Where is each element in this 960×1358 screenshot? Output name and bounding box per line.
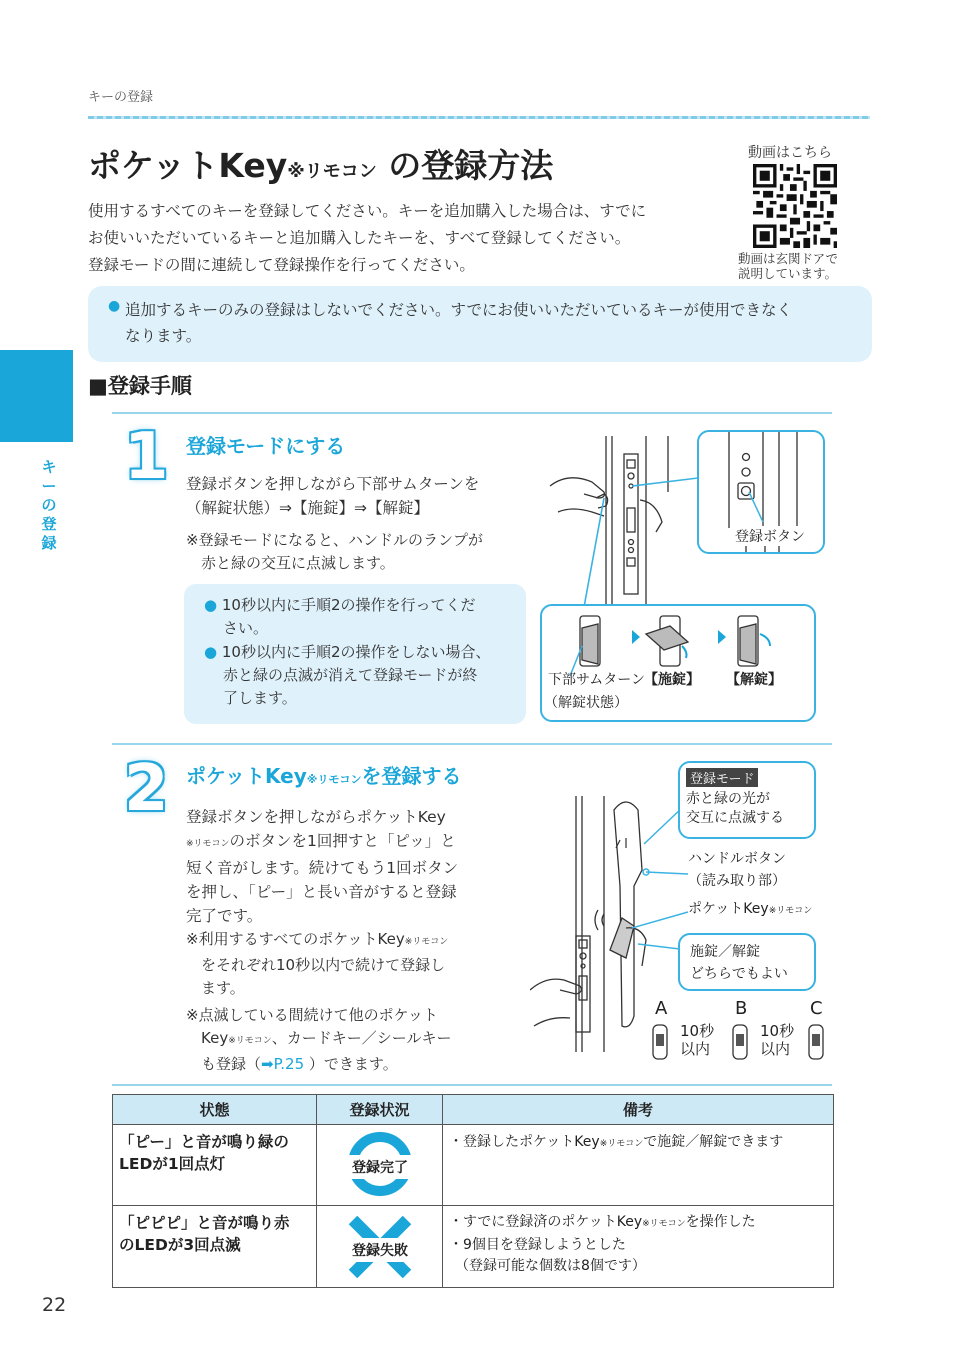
step1-body: 登録ボタンを押しながら下部サムターンを （解錠状態）⇒【施錠】⇒【解錠】 (186, 475, 480, 517)
pocket-key-label: ポケットKey※リモコン (688, 901, 813, 917)
notice-text: 追加するキーのみの登録はしないでください。すでにお使いいただいているキーが使用できなく なります。 (125, 301, 792, 345)
key-c-label: C (810, 998, 823, 1019)
step1-note: ※登録モードになると、ハンドルのランプが 赤と緑の交互に点滅します。 (186, 531, 483, 572)
result-table (112, 1094, 834, 1288)
step1-tip-1: ● 10秒以内に手順2の操作を行ってくだ さい。 (204, 596, 476, 637)
status-cell (317, 1206, 443, 1288)
step-number-2: 2 (124, 752, 169, 826)
mode-description: 赤と緑の光が 交互に点滅する (686, 791, 784, 826)
thumbturn-icons (542, 606, 814, 676)
step2-note-2: ※点滅している間続けて他のポケット Key※リモコン、カードキー／シールキー も登録（➡P.25 ）できます。 (186, 1006, 452, 1073)
intro-text: 使用するすべてのキーを登録してください。キーを追加購入した場合は、すでに お使いいただいているキーと追加購入したキーを、すべて登録してください。 登録モードの間に連続して登録操作を行ってください。 (88, 202, 647, 274)
status-cell (317, 1125, 443, 1206)
key-b-label: B (735, 998, 748, 1019)
bullet-icon: ● (204, 596, 218, 614)
remote-key-icon (808, 1024, 824, 1060)
handle-button-label: ハンドルボタン （読み取り部） (688, 851, 786, 889)
door-illustration-1 (548, 432, 698, 618)
table-row (113, 1206, 834, 1288)
col-header-state: 状態 (113, 1095, 317, 1125)
bullet-icon: ● (108, 298, 121, 314)
table-row (113, 1125, 834, 1206)
section-heading: ■登録手順 (88, 374, 192, 398)
notes-cell: ・登録したポケットKey※リモコンで施錠／解錠できます (443, 1125, 834, 1206)
state-cell: 「ピー」と音が鳴り緑の LEDが1回点灯 (113, 1125, 317, 1206)
page-title: ポケットKey※リモコン の登録方法 (88, 146, 554, 185)
table-header-row (113, 1095, 834, 1125)
qr-label: 動画はこちら (748, 145, 832, 161)
unlock-label: 【解錠】 (726, 672, 782, 688)
page-number: 22 (42, 1294, 67, 1316)
header-rule (88, 116, 870, 119)
col-header-notes: 備考 (443, 1095, 834, 1125)
interval-label-2: 10秒 以内 (760, 1022, 795, 1058)
step-number-1: 1 (124, 420, 169, 494)
thumbturn-state: （解錠状態） (544, 695, 628, 711)
step2-note-1: ※利用するすべてのポケットKey※リモコン をそれぞれ10秒以内で続けて登録し ます。 (186, 930, 449, 997)
mode-badge: 登録モード (686, 768, 758, 787)
qr-note: 動画は玄関ドアで 説明しています。 (738, 251, 839, 281)
page-link[interactable]: ➡P.25 (261, 1055, 305, 1073)
section-divider (112, 412, 832, 414)
table-divider (112, 1084, 832, 1086)
register-button-label: 登録ボタン (735, 526, 805, 546)
bullet-icon: ● (204, 643, 218, 661)
side-tab (0, 350, 73, 442)
step2-title: ポケットKey※リモコンを登録する (186, 764, 462, 788)
step1-title: 登録モードにする (186, 434, 346, 458)
remote-key-icon (732, 1024, 748, 1060)
side-tab-label: キ ー の 登 録 (41, 458, 57, 552)
lock-label: 【施錠】 (644, 672, 700, 688)
notes-cell: ・すでに登録済のポケットKey※リモコンを操作した ・9個目を登録しようとした （登録可能な個数は8個です） (443, 1206, 834, 1288)
step2-body: 登録ボタンを押しながらポケットKey ※リモコンのボタンを1回押すと「ピッ」と 短く音がします。続けてもう1回ボタン を押し、「ピー」と長い音がすると登録 完了です。 (186, 808, 459, 925)
success-status-label: 登録完了 (335, 1155, 425, 1179)
interval-label-1: 10秒 以内 (680, 1022, 715, 1058)
col-header-status: 登録状況 (317, 1095, 443, 1125)
key-a-label: A (655, 998, 668, 1019)
breadcrumb: キーの登録 (88, 90, 154, 105)
step1-tip-2: ● 10秒以内に手順2の操作をしない場合、 赤と緑の点滅が消えて登録モードが終 了します。 (204, 643, 491, 707)
qr-code-icon[interactable] (752, 164, 838, 248)
failure-status-label: 登録失敗 (335, 1238, 425, 1262)
thumbturn-label: 下部サムターン (548, 672, 646, 688)
either-callout: 施錠／解錠 どちらでもよい (678, 933, 816, 991)
step-divider (112, 743, 832, 745)
state-cell: 「ピピピ」と音が鳴り赤 のLEDが3回点滅 (113, 1206, 317, 1288)
remote-key-icon (652, 1024, 668, 1060)
